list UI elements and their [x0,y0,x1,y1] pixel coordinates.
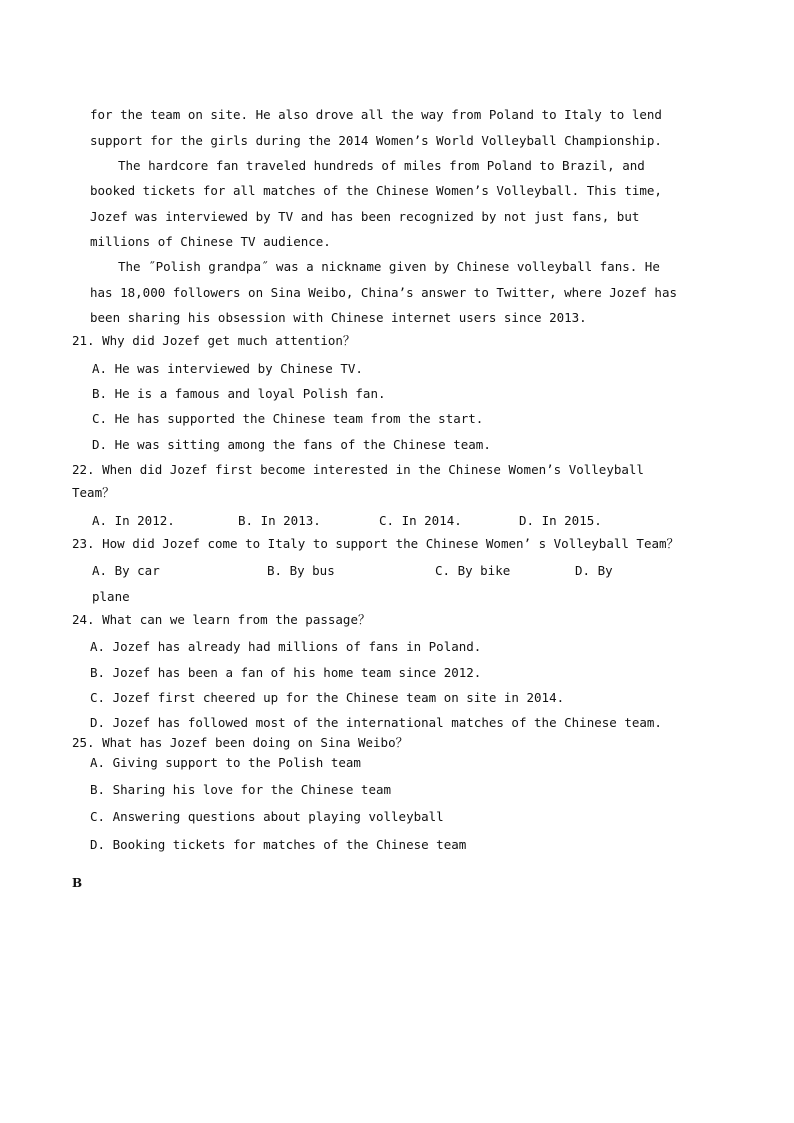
passage-line-2: support for the girls during the 2014 Women’s World Volleyball Championship. [90,133,662,148]
passage-line-5: Jozef was interviewed by TV and has been recognized by not just fans, but [90,209,640,224]
q23-option-d: D. By [575,563,613,578]
q25-option-d: D. Booking tickets for matches of the Chinese team [90,837,467,852]
q24-option-b: B. Jozef has been a fan of his home team since 2012. [90,665,482,680]
q21-option-c: C. He has supported the Chinese team from the start. [92,411,484,426]
passage-line-3: The hardcore fan traveled hundreds of miles from Poland to Brazil, and [118,158,645,173]
q25-option-b: B. Sharing his love for the Chinese team [90,782,392,797]
passage-line-7: The ˝Polish grandpa˝ was a nickname given by Chinese volleyball fans. He [118,259,660,274]
question-21-stem: 21. Why did Jozef get much attention？ [72,333,356,348]
q25-option-a: A. Giving support to the Polish team [90,755,361,770]
q23-option-d-continued: plane [92,589,130,604]
q23-option-a: A. By car [92,563,160,578]
q23-option-c: C. By bike [435,563,511,578]
q22-option-d: D. In 2015. [519,513,602,528]
question-22-stem-line2: Team？ [72,485,115,500]
question-23-stem: 23. How did Jozef come to Italy to support the Chinese Women’ s Volleyball Team？ [72,536,680,551]
q21-option-a: A. He was interviewed by Chinese TV. [92,361,363,376]
question-22-stem-line1: 22. When did Jozef first become interested in the Chinese Women’s Volleyball [72,462,644,477]
q24-option-c: C. Jozef first cheered up for the Chinese team on site in 2014. [90,690,565,705]
q25-option-c: C. Answering questions about playing volleyball [90,809,444,824]
q22-option-b: B. In 2013. [238,513,321,528]
passage-line-1: for the team on site. He also drove all the way from Poland to Italy to lend [90,107,662,122]
section-label: B [72,876,83,890]
q22-option-c: C. In 2014. [379,513,462,528]
question-25-stem: 25. What has Jozef been doing on Sina Weibo？ [72,735,409,750]
q22-option-a: A. In 2012. [92,513,175,528]
passage-line-8: has 18,000 followers on Sina Weibo, China’s answer to Twitter, where Jozef has [90,285,677,300]
q21-option-d: D. He was sitting among the fans of the Chinese team. [92,437,491,452]
question-24-stem: 24. What can we learn from the passage？ [72,612,371,627]
passage-line-4: booked tickets for all matches of the Chinese Women’s Volleyball. This time, [90,183,662,198]
q21-option-b: B. He is a famous and loyal Polish fan. [92,386,386,401]
q23-option-b: B. By bus [267,563,335,578]
passage-line-9: been sharing his obsession with Chinese internet users since 2013. [90,310,587,325]
passage-line-6: millions of Chinese TV audience. [90,234,331,249]
q24-option-a: A. Jozef has already had millions of fans in Poland. [90,639,482,654]
q24-option-d: D. Jozef has followed most of the international matches of the Chinese team. [90,715,662,730]
